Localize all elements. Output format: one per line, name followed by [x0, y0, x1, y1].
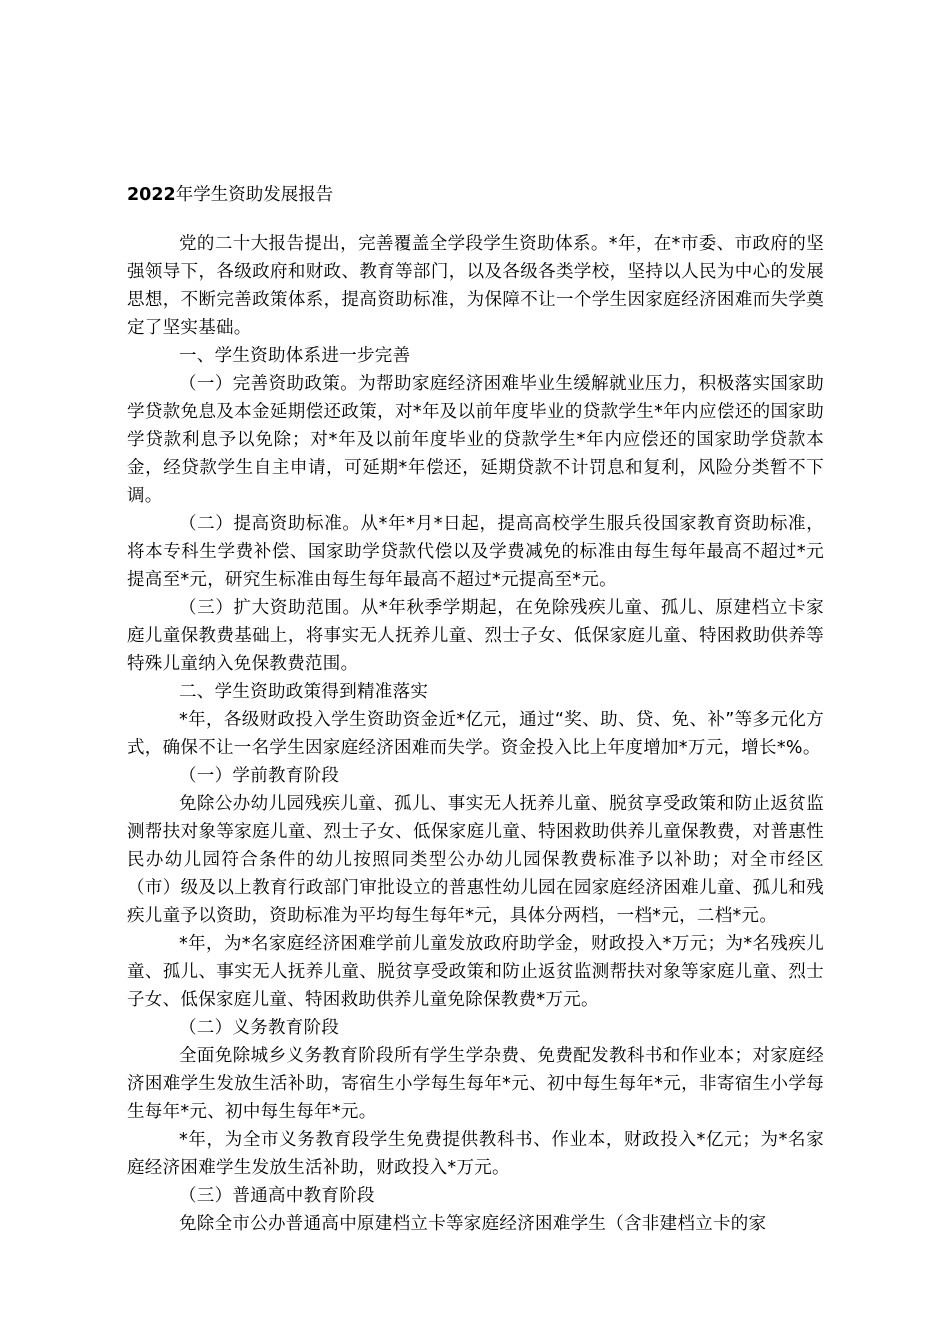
document-body: [127, 230, 824, 1238]
paragraph-funding: *年，各级财政投入学生资助资金近*亿元，通过“奖、助、贷、免、补”等多元化方式，确保不让一名学生因家庭经济困难而失学。资金投入比上年度增加*万元，增长*%。: [127, 710, 824, 758]
paragraph-preschool-stats: *年，为*名家庭经济困难学前儿童发放政府助学金，财政投入*万元；为*名残疾儿童、孤儿、事实无人抚养儿童、脱贫享受政策和防止返贫监测帮扶对象等家庭儿童、烈士子女、低保家庭儿童、特困救助供养儿童免除保教费*万元。: [127, 934, 824, 1010]
section-heading-1: 一、学生资助体系进一步完善: [179, 346, 411, 366]
subheading-compulsory: （二）义务教育阶段: [179, 1018, 340, 1038]
paragraph-standard: （二）提高资助标准。从*年*月*日起，提高高校学生服兵役国家教育资助标准，将本专科生学费补偿、国家助学贷款代偿以及学费减免的标准由每生每年最高不超过*元提高至*元，研究生标准由每生每年最高不超过*元提高至*元。: [127, 514, 824, 590]
document-title: [127, 181, 333, 209]
paragraph-compulsory-stats: *年，为全市义务教育段学生免费提供教科书、作业本，财政投入*亿元；为*名家庭经济困难学生发放生活补助，财政投入*万元。: [127, 1130, 824, 1178]
title-text: 年学生资助发展报告: [175, 185, 334, 205]
paragraph-preschool-policy: 免除公办幼儿园残疾儿童、孤儿、事实无人抚养儿童、脱贫享受政策和防止返贫监测帮扶对象等家庭儿童、烈士子女、低保家庭儿童、特困救助供养儿童保教费，对普惠性民办幼儿园符合条件的幼儿按照同类型公办幼儿园保教费标准予以补助；对全市经区（市）级及以上教育行政部门审批设立的普惠性幼儿园在园家庭经济困难儿童、孤儿和残疾儿童予以资助，资助标准为平均每生每年*元，具体分两档，一档*元，二档*元。: [127, 794, 824, 926]
subheading-highschool: （三）普通高中教育阶段: [179, 1186, 375, 1206]
subheading-preschool: （一）学前教育阶段: [179, 766, 340, 786]
paragraph-scope: （三）扩大资助范围。从*年秋季学期起，在免除残疾儿童、孤儿、原建档立卡家庭儿童保教费基础上，将事实无人抚养儿童、烈士子女、低保家庭儿童、特困救助供养等特殊儿童纳入免保教费范围。: [127, 598, 824, 674]
title-year: 2022: [127, 185, 176, 205]
paragraph-compulsory-policy: 全面免除城乡义务教育阶段所有学生学杂费、免费配发教科书和作业本；对家庭经济困难学生发放生活补助，寄宿生小学每生每年*元、初中每生每年*元，非寄宿生小学每生每年*元、初中每生每年*元。: [127, 1046, 824, 1122]
paragraph-highschool-policy: 免除全市公办普通高中原建档立卡等家庭经济困难学生（含非建档立卡的家: [179, 1214, 767, 1234]
paragraph-policy: （一）完善资助政策。为帮助家庭经济困难毕业生缓解就业压力，积极落实国家助学贷款免息及本金延期偿还政策，对*年及以前年度毕业的贷款学生*年内应偿还的国家助学贷款利息予以免除；对*年及以前年度毕业的贷款学生*年内应偿还的国家助学贷款本金，经贷款学生自主申请，可延期*年偿还，延期贷款不计罚息和复利，风险分类暂不下调。: [127, 374, 824, 506]
section-heading-2: 二、学生资助政策得到精准落实: [179, 682, 429, 702]
paragraph-intro: 党的二十大报告提出，完善覆盖全学段学生资助体系。*年，在*市委、市政府的坚强领导下，各级政府和财政、教育等部门，以及各级各类学校，坚持以人民为中心的发展思想，不断完善政策体系，提高资助标准，为保障不让一个学生因家庭经济困难而失学奠定了坚实基础。: [127, 234, 824, 338]
